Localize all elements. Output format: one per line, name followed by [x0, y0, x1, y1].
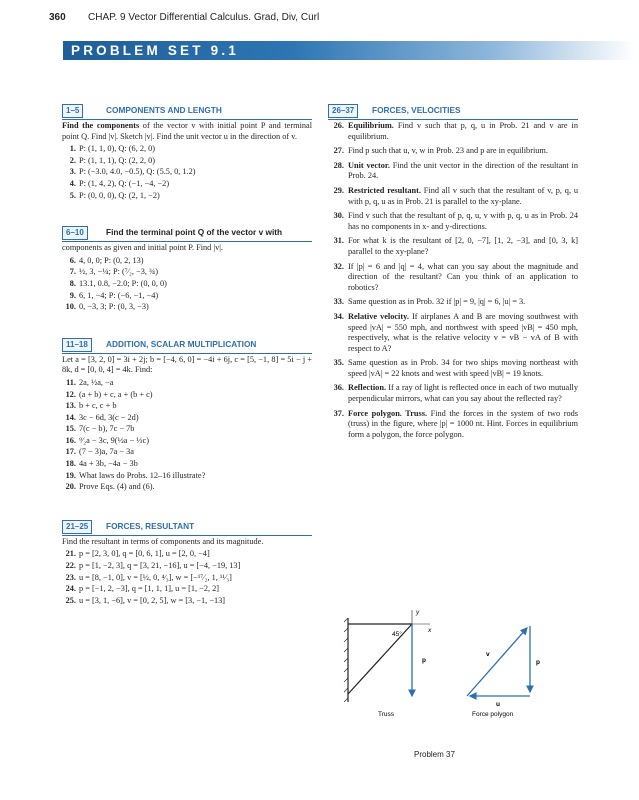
section-header-6-10: [62, 226, 312, 240]
problem-number: 8.: [69, 278, 76, 288]
problem-text: Find p such that u, v, w in Prob. 23 and p are in equilibrium.: [348, 146, 548, 156]
intro-text: of the vector v with initial point P and terminal point Q. Find |v|. Sketch |v|. Find the unit vector u in the direction of v.: [62, 121, 313, 141]
problem-item: [62, 390, 312, 401]
problem-number: 2.: [69, 155, 76, 165]
problem-text: Prove Eqs. (4) and (6).: [79, 482, 155, 492]
problem-text: What laws do Probs. 12–16 illustrate?: [79, 470, 206, 480]
problem-number: 26.: [333, 121, 344, 130]
wall: [344, 618, 348, 702]
problem-number: 1.: [69, 144, 76, 154]
section-header-1-5: [62, 104, 312, 118]
section-header-26-37: [328, 104, 578, 118]
section-rule: [62, 353, 312, 354]
problem-number: 17.: [65, 447, 76, 457]
problem-item: [62, 401, 312, 412]
problem-number: 27.: [333, 146, 344, 156]
polygon-v-arrow: [467, 628, 527, 696]
problem-text: 4a + 3b, −4a − 3b: [79, 459, 138, 469]
problem-number: 33.: [333, 297, 344, 307]
section-range: 21–25: [62, 520, 92, 534]
problem-text: p = [2, 3, 0], q = [0, 6, 1], u = [2, 0, −4]: [79, 549, 210, 559]
problem-list-26-37: [328, 121, 578, 440]
problem-list-11-20: [62, 378, 312, 493]
problem-number: 11.: [66, 377, 76, 387]
problem-number: 23.: [65, 572, 76, 582]
problem-text: If |p| = 6 and |q| = 4, what can you say about the magnitude and direction of the resultant? Can you think of an application to robotics?: [348, 261, 578, 292]
problem-set-banner: [63, 41, 635, 60]
angle-label: 45°: [392, 631, 402, 638]
intro-lead: Find the components: [62, 121, 140, 130]
problem-item: [328, 236, 578, 257]
problem-text: Same question as in Prob. 34 for two ships moving northeast with speed |vA| = 22 knots and west with speed |vB| = 19 knots.: [348, 358, 578, 378]
section-title: FORCES, RESULTANT: [106, 520, 195, 531]
problem-number: 32.: [333, 261, 344, 271]
left-column: [62, 104, 312, 607]
problem-text: If a ray of light is reflected once in each of two mutually perpendicular mirrors, what can you say about the reflected ray?: [348, 383, 578, 404]
problem-number: 20.: [65, 482, 76, 492]
problem-number: 28.: [333, 160, 344, 170]
p-label: p: [422, 657, 426, 664]
problem-text: P: (1, 1, 0), Q: (6, 2, 0): [79, 144, 156, 154]
problem-text: Find the forces in the system of two rods (truss) in the figure, where |p| = 1000 nt. Hint. Forces in equilibrium form a polygon, the force polygon.: [348, 408, 579, 439]
problem-number: 34.: [333, 311, 344, 321]
problem-number: 22.: [65, 561, 76, 571]
problem-number: 19.: [65, 470, 76, 480]
problem-item: [62, 279, 312, 290]
problem-item: [328, 146, 578, 157]
section-rule: [62, 535, 312, 536]
problem-text: If airplanes A and B are moving southwest with speed |vA| = 550 mph, and northwest with speed |vB| = 450 mph, respectively, what is the relative velocity v = vB − vA of B with respect to A?: [348, 311, 578, 353]
section-range: 26–37: [328, 104, 358, 118]
problem-list-6-10: [62, 256, 312, 313]
problem-item: [62, 156, 312, 167]
polygon-u-label: u: [496, 701, 500, 708]
polygon-p-label: p: [536, 659, 540, 666]
problem-number: 10.: [65, 302, 76, 312]
problem-number: 35.: [333, 358, 344, 368]
problem-item: [328, 409, 578, 441]
problem-item: [62, 167, 312, 178]
problem-37-figure: [330, 606, 580, 746]
section-intro: Let a = [3, 2, 0] = 3i + 2j; b = [−4, 6, 0] = −4i + 6j, c = [5, −1, 8] = 5i − j + 8k, d = [0, 0, 4] = 4k. Find:: [62, 354, 312, 375]
problem-number: 36.: [333, 383, 344, 393]
problem-lead: Equilibrium.: [348, 121, 394, 130]
polygon-v-label: v: [486, 651, 490, 658]
problem-item: [328, 358, 578, 379]
section-intro: [62, 121, 312, 142]
problem-text: b + c, c + b: [79, 401, 117, 411]
polygon-label: Force polygon: [472, 711, 514, 718]
problem-number: 24.: [65, 584, 76, 594]
problem-number: 18.: [65, 459, 76, 469]
problem-text: p = [−1, 2, −3], q = [1, 1, 1], u = [1, −2, 2]: [79, 584, 220, 594]
problem-number: 21.: [65, 549, 76, 559]
problem-item: [62, 447, 312, 458]
problem-text: Same question as in Prob. 32 if |p| = 9, |q| = 6, |u| = 3.: [348, 297, 526, 307]
section-header-21-25: [62, 520, 312, 534]
problem-text: 0, −3, 3; P: (0, 3, −3): [79, 302, 149, 312]
problem-item: [62, 573, 312, 584]
problem-item: [62, 267, 312, 278]
problem-item: [328, 262, 578, 294]
rod-diagonal: [348, 624, 412, 694]
problem-text: P: (−3.0, 4.0, −0.5), Q: (5.5, 0, 1.2): [79, 167, 196, 177]
problem-text: 7(c − b), 7c − 7b: [79, 424, 135, 434]
problem-number: 9.: [69, 290, 76, 300]
problem-number: 31.: [333, 236, 344, 246]
problem-number: 14.: [65, 412, 76, 422]
problem-item: [62, 179, 312, 190]
section-title: COMPONENTS AND LENGTH: [106, 105, 222, 115]
problem-item: [62, 302, 312, 313]
problem-text: 3c − 6d, 3(c − 2d): [79, 412, 139, 422]
axis-y-label: y: [416, 609, 420, 616]
right-column: [328, 104, 578, 444]
problem-lead: Unit vector.: [348, 160, 390, 170]
problem-text: Find all v such that the resultant of v, p, q, u with p, q, u as in Prob. 21 is parallel to the xy-plane.: [348, 185, 579, 206]
problem-text: Find v such that p, q, u in Prob. 21 and v are in equilibrium.: [348, 121, 578, 141]
problem-item: [62, 596, 312, 607]
section-rule: [62, 119, 312, 120]
problem-text: (a + b) + c, a + (b + c): [79, 389, 153, 399]
problem-number: 37.: [333, 408, 344, 418]
section-title: FORCES, VELOCITIES: [372, 105, 461, 115]
truss-diagram: [330, 606, 580, 746]
problem-item: [62, 549, 312, 560]
problem-list-1-5: [62, 144, 312, 201]
problem-item: [328, 383, 578, 404]
problem-number: 29.: [333, 185, 344, 195]
problem-item: [328, 161, 578, 182]
section-rule: [328, 119, 578, 120]
problem-number: 4.: [69, 178, 76, 188]
chapter-title: CHAP. 9 Vector Differential Calculus. Grad, Div, Curl: [88, 12, 320, 23]
problem-number: 6.: [69, 255, 76, 265]
problem-text: 13.1, 0.8, −2.0; P: (0, 0, 0): [79, 278, 167, 288]
problem-text: ½, 3, −¼; P: (⁷⁄₂, −3, ¾): [79, 267, 158, 277]
problem-item: [62, 413, 312, 424]
problem-item: [328, 297, 578, 308]
problem-text: P: (1, 1, 1), Q: (2, 2, 0): [79, 155, 156, 165]
section-title: ADDITION, SCALAR MULTIPLICATION: [106, 338, 257, 349]
problem-number: 30.: [333, 211, 344, 221]
problem-item: [62, 291, 312, 302]
problem-text: ⁹⁄₂a − 3c, 9(½a − ⅓c): [79, 435, 149, 445]
problem-text: 6, 1, −4; P: (−6, −1, −4): [79, 290, 159, 300]
problem-text: Find the unit vector in the direction of the resultant in Prob. 24.: [348, 160, 578, 181]
running-header: [0, 8, 639, 26]
problem-number: 13.: [65, 401, 76, 411]
problem-item: [62, 378, 312, 389]
problem-item: [62, 144, 312, 155]
section-header-11-18: [62, 338, 312, 352]
problem-text: P: (0, 0, 0), Q: (2, 1, −2): [79, 190, 160, 200]
figure-caption: Problem 37: [414, 750, 455, 759]
problem-number: 7.: [69, 267, 76, 277]
section-title: Find the terminal point Q of the vector v with: [106, 227, 283, 238]
truss-label: Truss: [378, 711, 395, 718]
problem-text: u = [8, −1, 0], v = [½, 0, ⁴⁄₃], w = [−¹⁷⁄₂, 1, ¹¹⁄₃]: [79, 572, 232, 582]
force-polygon: [467, 626, 530, 696]
problem-number: 16.: [65, 435, 76, 445]
problem-lead: Relative velocity.: [348, 311, 409, 321]
problem-number: 12.: [65, 389, 76, 399]
problem-item: [328, 211, 578, 232]
problem-item: [328, 186, 578, 207]
problem-text: (7 − 3)a, 7a − 3a: [79, 447, 134, 457]
problem-item: [62, 191, 312, 202]
section-range: 1–5: [62, 104, 83, 118]
problem-text: P: (1, 4, 2), Q: (−1, −4, −2): [79, 178, 170, 188]
problem-item: [62, 256, 312, 267]
problem-number: 5.: [69, 190, 76, 200]
axis-x-label: x: [428, 627, 432, 634]
problem-text: 2a, ½a, −a: [79, 377, 114, 387]
problem-text: u = [3, 1, −6], v = [0, 2, 5], w = [3, −1, −13]: [79, 595, 226, 605]
problem-item: [62, 424, 312, 435]
problem-number: 3.: [69, 167, 76, 177]
problem-item: [328, 312, 578, 354]
problem-set-title: PROBLEM SET 9.1: [71, 43, 240, 58]
problem-text: Find v such that the resultant of p, q, u, v with p, q, u as in Prob. 24 has no components in x- and y-directions.: [348, 211, 578, 231]
problem-item: [62, 471, 312, 482]
problem-lead: Force polygon. Truss.: [348, 408, 428, 418]
problem-item: [62, 584, 312, 595]
problem-lead: Restricted resultant.: [348, 185, 421, 195]
problem-item: [62, 561, 312, 572]
page-number: 360: [49, 12, 66, 23]
section-rule: [62, 241, 312, 242]
problem-list-21-25: [62, 549, 312, 606]
problem-item: [62, 459, 312, 470]
section-intro: Find the resultant in terms of components and its magnitude.: [62, 536, 264, 546]
problem-item: [62, 436, 312, 447]
problem-item: [328, 121, 578, 142]
section-intro: components as given and initial point P. Find |v|.: [62, 243, 223, 253]
section-range: 11–18: [62, 338, 92, 352]
problem-text: 4, 0, 0; P: (0, 2, 13): [79, 255, 144, 265]
problem-number: 15.: [65, 424, 76, 434]
problem-text: For what k is the resultant of [2, 0, −7], [1, 2, −3], and [0, 3, k] parallel to the xy-plane?: [348, 236, 578, 256]
problem-item: [62, 482, 312, 493]
problem-text: p = [1, −2, 3], q = [3, 21, −16], u = [−4, −19, 13]: [79, 561, 241, 571]
section-range: 6–10: [62, 226, 88, 240]
problem-number: 25.: [65, 595, 76, 605]
problem-lead: Reflection.: [348, 383, 387, 393]
